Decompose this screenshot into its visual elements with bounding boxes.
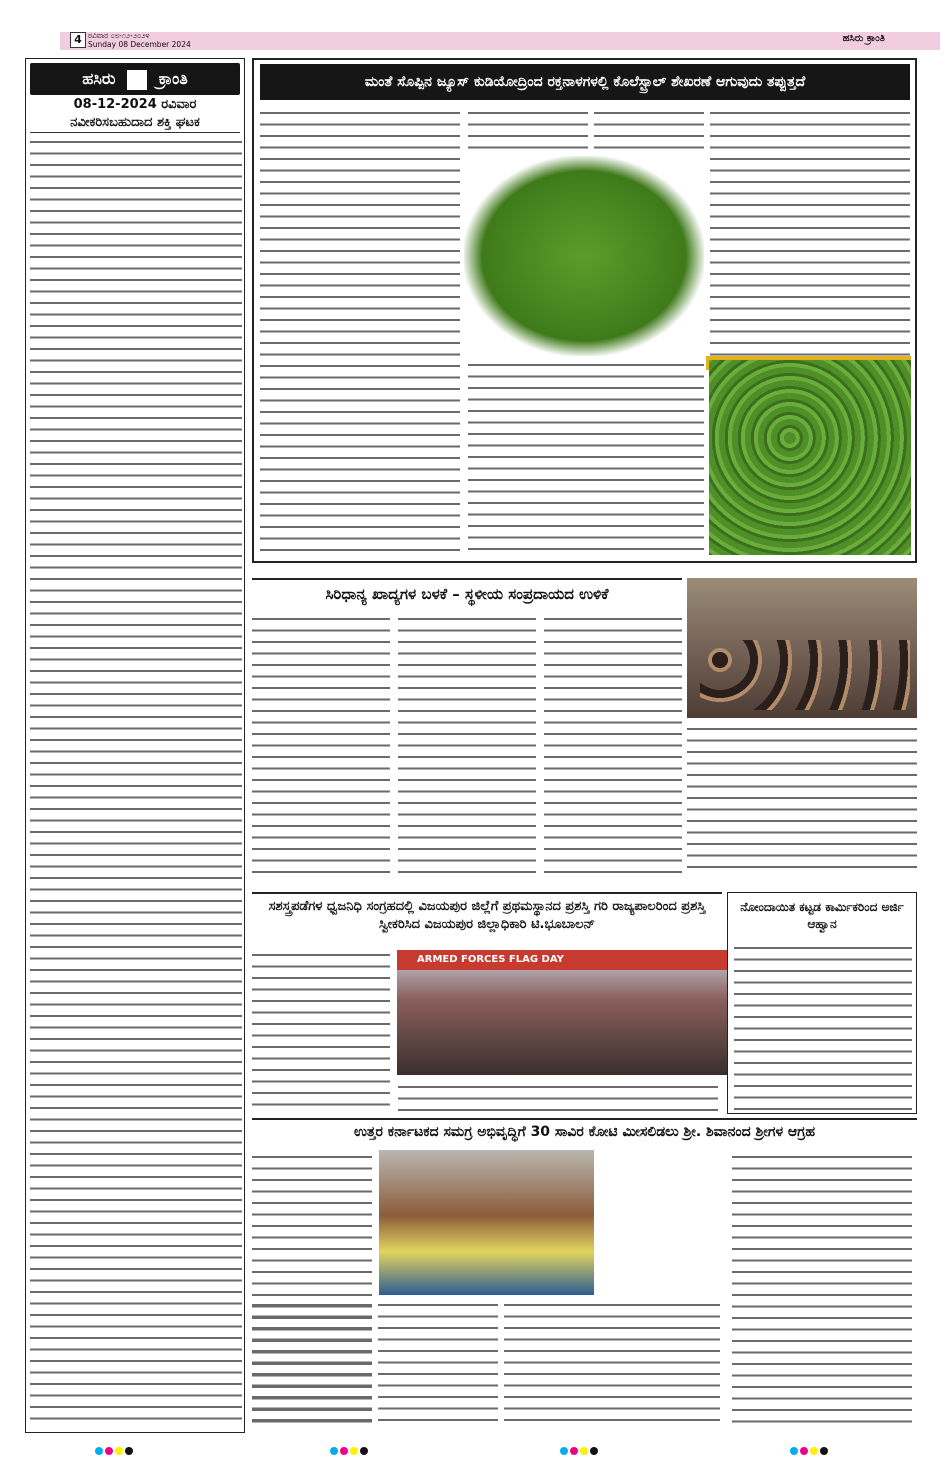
magenta-dot [340, 1447, 348, 1455]
fenugreek-leaves-image [709, 360, 911, 555]
fenugreek-headline: ಮಂತೆ ಸೊಪ್ಪಿನ ಜ್ಯೂಸ್ ಕುಡಿಯೋದ್ರಿಂದ ರಕ್ತನಾಳಗಳಲ್ಲಿ ಕೊಲೆಸ್ಟ್ರಾಲ್ ಶೇಖರಣೆ ಆಗುವುದು ತಪ್ಪುತ್ತದೆ [260, 64, 910, 100]
flag-day-col-2 [398, 1082, 718, 1112]
masthead-word-left: ಹಸಿರು [82, 69, 116, 88]
north-col-5 [732, 1152, 912, 1432]
worker-body [734, 943, 912, 1111]
left-article-body [30, 137, 242, 1427]
cmyk-dots-2 [330, 1440, 380, 1448]
black-dot [125, 1447, 133, 1455]
left-article-headline: ನವೀಕರಿಸಬಹುದಾದ ಶಕ್ತಿ ಘಟಕ [30, 115, 240, 133]
worker-headline: ನೋಂದಾಯಿತ ಕಟ್ಟಡ ಕಾರ್ಮಿಕರಿಂದ ಅರ್ಜಿ ಆಹ್ವಾನ [740, 900, 904, 931]
black-dot [820, 1447, 828, 1455]
black-dot [360, 1447, 368, 1455]
millet-col-4 [687, 724, 917, 876]
masthead-word-right: ಕ್ರಾಂತಿ [158, 69, 188, 88]
magenta-dot [105, 1447, 113, 1455]
audience-photo-detail [700, 640, 910, 710]
flag-day-headline: ಸಶಸ್ತ್ರಪಡೆಗಳ ಧ್ವಜನಿಧಿ ಸಂಗ್ರಹದಲ್ಲಿ ವಿಜಯಪುರ ಜಿಲ್ಲೆಗೆ ಪ್ರಥಮಸ್ಥಾನದ ಪ್ರಶಸ್ತಿ ಗರಿ ರಾಜ್ಯಪಾಲರಿಂದ ಪ್ರಶಸ್ತಿ ಸ್ವೀಕರಿಸಿದ ವಿಜಯಪುರ ಜಿಲ್ಲಾಧಿಕಾರಿ ಟಿ.ಭೂಬಾಲನ್ [268, 899, 706, 932]
cyan-dot [330, 1447, 338, 1455]
yellow-dot [115, 1447, 123, 1455]
fenugreek-col-2-bottom [468, 360, 704, 558]
cmyk-dots-3 [560, 1440, 610, 1448]
fenugreek-col-3-top [594, 108, 704, 153]
north-col-4 [600, 1300, 720, 1430]
north-col-1b [252, 1300, 372, 1430]
issue-date-english: Sunday 08 December 2024 [88, 40, 191, 49]
cyan-dot [95, 1447, 103, 1455]
fenugreek-col-4 [710, 108, 910, 356]
fenugreek-bunch-image [464, 156, 704, 356]
north-karnataka-headline: ಉತ್ತರ ಕರ್ನಾಟಕದ ಸಮಗ್ರ ಅಭಿವೃದ್ಧಿಗೆ 30 ಸಾವಿರ ಕೋಟಿ ಮೀಸಲಿಡಲು ಶ್ರೀ. ಶಿವಾನಂದ ಶ್ರೀಗಳ ಆಗ್ರಹ [353, 1124, 816, 1140]
millet-article [252, 578, 682, 878]
cmyk-dots-1 [95, 1440, 145, 1448]
fenugreek-article [252, 58, 917, 563]
page-number: 4 [70, 32, 86, 48]
cyan-dot [790, 1447, 798, 1455]
cyan-dot [560, 1447, 568, 1455]
masthead-date: 08-12-2024 ರವಿವಾರ [73, 97, 197, 112]
fenugreek-col-1 [260, 108, 460, 558]
cmyk-dots-4 [790, 1440, 840, 1448]
paper-name: ಹಸಿರು ಕ್ರಾಂತಿ [842, 33, 885, 44]
yellow-dot [580, 1447, 588, 1455]
issue-date [88, 31, 191, 49]
magenta-dot [800, 1447, 808, 1455]
fenugreek-col-2-top [468, 108, 588, 153]
top-bar [60, 32, 940, 50]
flag-day-photo-banner: ARMED FORCES FLAG DAY [397, 950, 727, 970]
flag-day-col-1 [252, 950, 390, 1110]
issue-date-kannada: ರವಿವಾರ ೦೮-೧೨-೨೦೨೪ [88, 31, 150, 40]
millet-col-1 [252, 614, 390, 874]
masthead [30, 63, 240, 95]
north-col-2 [378, 1300, 498, 1430]
worker-article [727, 892, 917, 1114]
magenta-dot [570, 1447, 578, 1455]
millet-headline: ಸಿರಿಧಾನ್ಯ ಖಾದ್ಯಗಳ ಬಳಕೆ – ಸ್ಥಳೀಯ ಸಂಪ್ರದಾಯದ ಉಳಿಕೆ [325, 585, 609, 603]
millet-col-2 [398, 614, 536, 874]
yellow-dot [350, 1447, 358, 1455]
black-dot [590, 1447, 598, 1455]
yellow-dot [810, 1447, 818, 1455]
left-column [25, 58, 245, 1433]
north-event-photo [379, 1150, 594, 1295]
millet-col-3 [544, 614, 682, 874]
logo-icon [127, 70, 147, 90]
